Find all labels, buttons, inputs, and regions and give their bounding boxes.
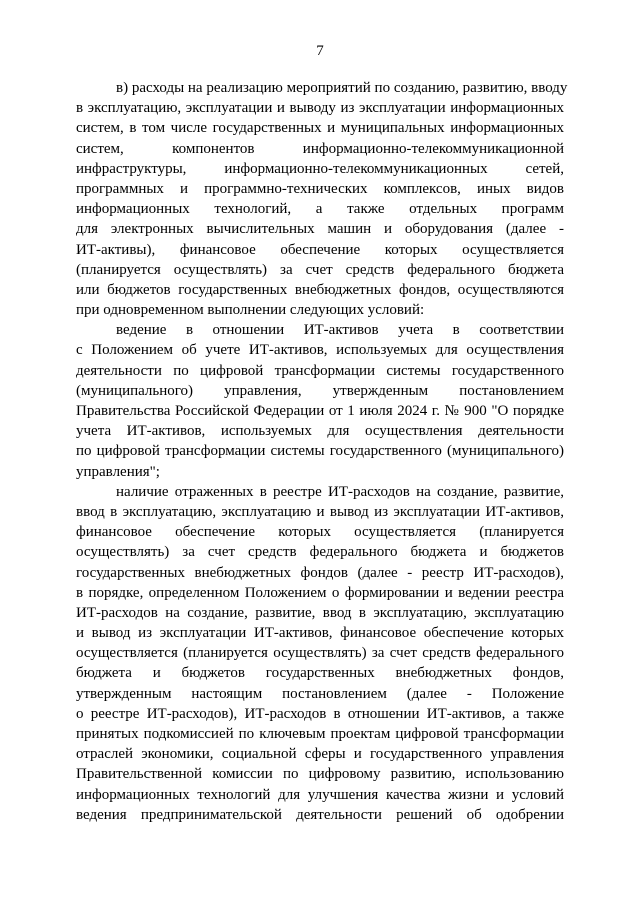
text-line: при одновременном выполнении следующих условий:	[76, 302, 425, 319]
paragraph	[76, 482, 564, 825]
text-line: для электронных вычислительных машин и оборудования (далее -	[76, 221, 564, 238]
text-line: программных и программно-технических комплексов, иных видов	[76, 180, 564, 197]
text-line: финансовое обеспечение которых осуществляется (планируется	[76, 524, 564, 541]
paragraph	[76, 320, 564, 482]
text-line: отраслей экономики, социальной сферы и государственного управления	[76, 746, 564, 763]
text-line: информационных технологий для улучшения качества жизни и условий	[76, 786, 564, 803]
text-line: информационных технологий, а также отдельных программ	[76, 201, 564, 218]
text-line: по цифровой трансформации системы государственного (муниципального)	[76, 443, 564, 460]
page-number: 7	[316, 43, 324, 59]
text-line: управления";	[76, 463, 160, 480]
text-line: принятых подкомиссией по ключевым проектам цифровой трансформации	[76, 726, 564, 742]
text-line: осуществлять) за счет средств федерального бюджета и бюджетов	[76, 544, 564, 561]
text-line: систем, компонентов информационно-телекоммуникационной	[76, 140, 564, 157]
text-line: (планируется осуществлять) за счет средств федерального бюджета	[76, 261, 564, 278]
text-line: государственных внебюджетных фондов (далее - реестр ИТ-расходов),	[76, 564, 564, 581]
text-line: в эксплуатацию, эксплуатации и выводу из эксплуатации информационных	[76, 100, 564, 117]
text-line: утвержденным настоящим постановлением (далее - Положение	[76, 685, 564, 702]
text-line: ведение в отношении ИТ-активов учета в соответствии	[116, 322, 564, 339]
text-line: (муниципального) управления, утвержденным постановлением	[76, 382, 564, 399]
text-line: с Положением об учете ИТ-активов, используемых для осуществления	[76, 342, 564, 359]
text-line: ведения предпринимательской деятельности решений об одобрении	[76, 806, 564, 823]
text-line: в порядке, определенном Положением о формировании и ведении реестра	[76, 584, 564, 601]
text-line: о реестре ИТ-расходов), ИТ-расходов в отношении ИТ-активов, а также	[76, 705, 564, 722]
text-line: систем, в том числе государственных и муниципальных информационных	[76, 120, 564, 137]
text-line: инфраструктуры, информационно-телекоммуникационных сетей,	[76, 160, 564, 177]
text-line: и вывод из эксплуатации ИТ-активов, финансовое обеспечение которых	[76, 625, 564, 642]
text-line: ИТ-расходов на создание, развитие, ввод в эксплуатацию, эксплуатацию	[76, 604, 564, 621]
paragraph	[76, 78, 568, 320]
text-line: наличие отраженных в реестре ИТ-расходов на создание, развитие,	[116, 483, 564, 500]
text-line: Правительственной комиссии по цифровому развитию, использованию	[76, 766, 564, 783]
text-line: осуществляется (планируется осуществлять) за счет средств федерального	[76, 645, 564, 662]
text-line: деятельности по цифровой трансформации системы государственного	[76, 362, 564, 379]
text-line: бюджета и бюджетов государственных внебюджетных фондов,	[76, 665, 564, 682]
document-body	[76, 78, 568, 825]
text-line: Правительства Российской Федерации от 1 июля 2024 г. № 900 "О порядке	[76, 403, 564, 419]
text-line: ввод в эксплуатацию, эксплуатацию и вывод из эксплуатации ИТ-активов,	[76, 503, 564, 520]
text-line: в) расходы на реализацию мероприятий по созданию, развитию, вводу	[116, 80, 568, 96]
text-line: ИТ-активы), финансовое обеспечение которых осуществляется	[76, 241, 564, 258]
text-line: учета ИТ-активов, используемых для осуществления деятельности	[76, 423, 564, 440]
text-line: или бюджетов государственных внебюджетных фондов, осуществляются	[76, 281, 564, 298]
